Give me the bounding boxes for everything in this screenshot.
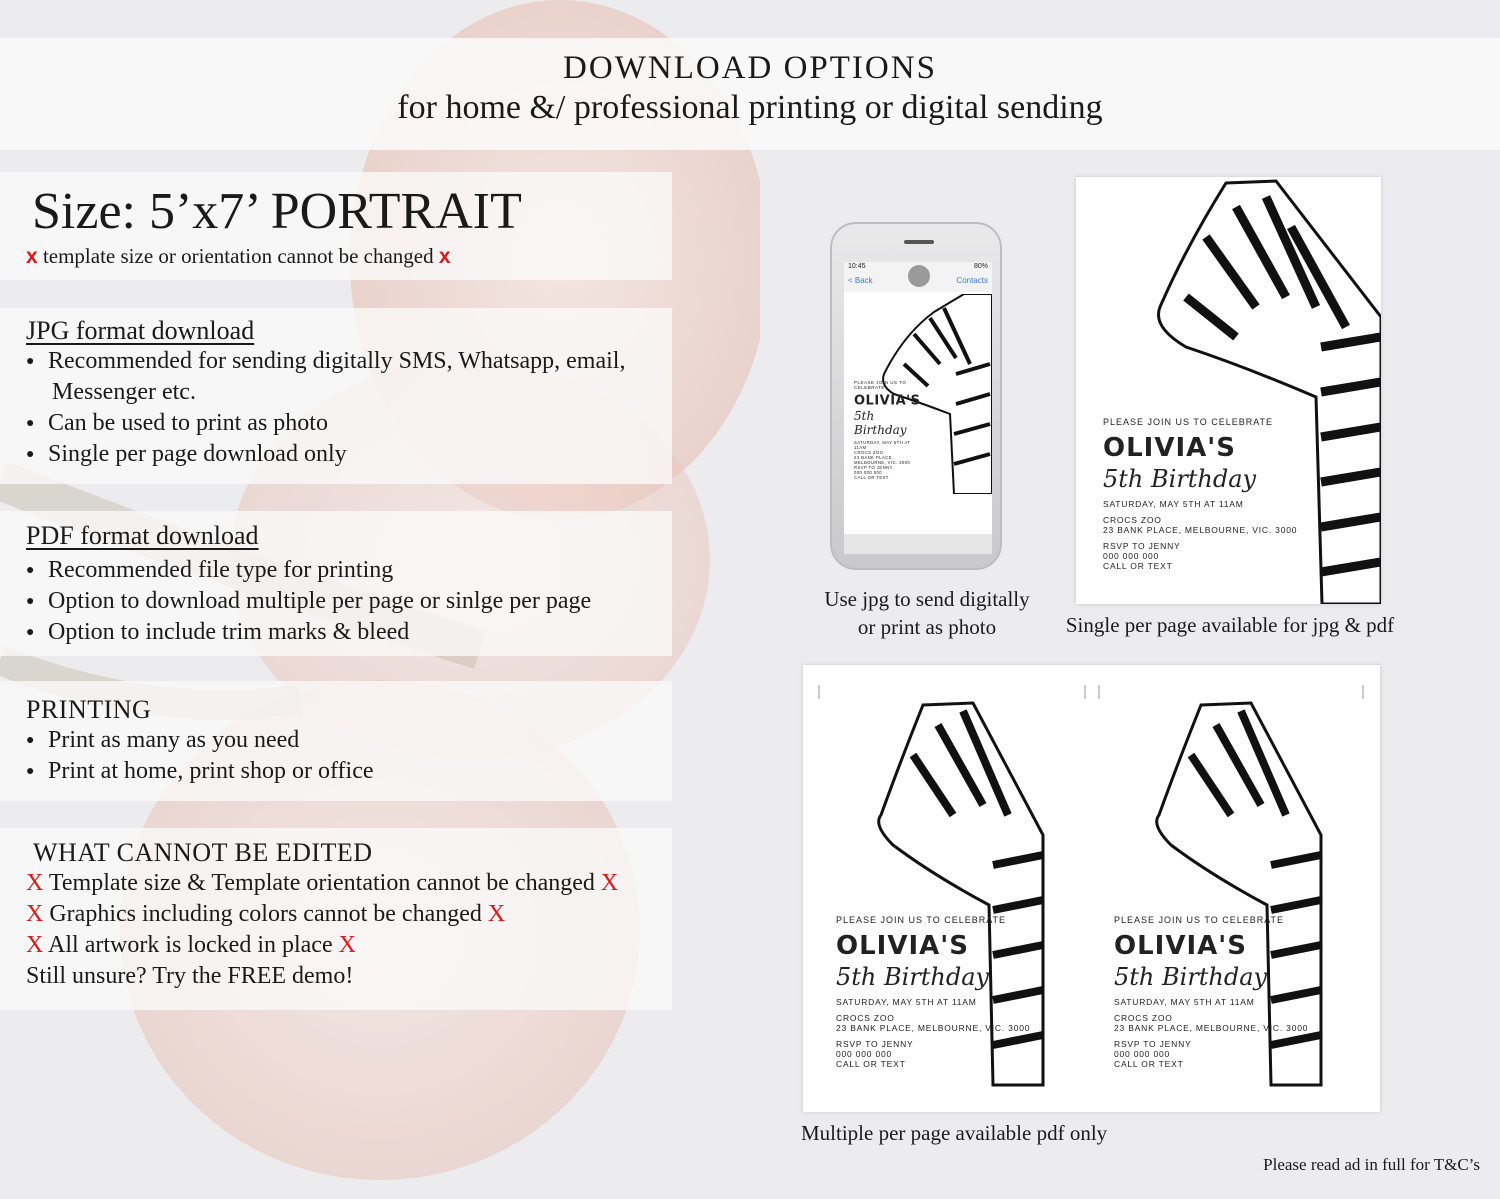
- printing-title: PRINTING: [26, 695, 152, 724]
- page-title: DOWNLOAD OPTIONS: [563, 50, 937, 86]
- red-x-icon: x: [26, 245, 38, 268]
- jpg-title: JPG format download: [26, 316, 255, 345]
- list-item: X Graphics including colors cannot be changed X: [26, 901, 506, 927]
- list-item: ● Recommended file type for printing: [26, 555, 672, 586]
- list-item: X All artwork is locked in place X: [26, 932, 356, 958]
- printing-panel: [0, 681, 672, 801]
- pdf-list: [26, 555, 672, 648]
- single-invitation: PLEASE JOIN US TO CELEBRATE OLIVIA'S 5th Birthday SATURDAY, MAY 5TH AT 11AM CROCS ZOO 23 BANK PLACE, MELBOURNE, VIC. 3000 RSVP TO JENNY 000 000 000 CALL OR TEXT: [1103, 417, 1298, 571]
- phone-toolbar: [844, 534, 992, 554]
- list-item: ● Print at home, print shop or office: [26, 756, 672, 787]
- red-x-icon: X: [26, 870, 44, 896]
- page-subtitle: for home &/ professional printing or digital sending: [397, 89, 1103, 126]
- contacts-link: Contacts: [956, 276, 988, 285]
- single-caption: Single per page available for jpg & pdf: [1065, 613, 1395, 637]
- terms-note: Please read ad in full for T&C’s: [1263, 1155, 1480, 1174]
- red-x-icon: X: [26, 901, 44, 927]
- pdf-panel: [0, 511, 672, 656]
- list-item: ● Option to include trim marks & bleed: [26, 617, 672, 648]
- pdf-title: PDF format download: [26, 521, 259, 550]
- red-x-icon: X: [26, 932, 44, 958]
- size-note: [26, 244, 451, 269]
- list-item: ● Can be used to print as photo: [26, 408, 672, 439]
- list-item: X Template size & Template orientation cannot be changed X: [26, 870, 619, 896]
- multi-caption: Multiple per page available pdf only: [801, 1121, 1108, 1145]
- red-x-icon: X: [487, 901, 506, 927]
- multi-invitation-right: PLEASE JOIN US TO CELEBRATE OLIVIA'S 5th Birthday SATURDAY, MAY 5TH AT 11AM CROCS ZOO 23 BANK PLACE, MELBOURNE, VIC. 3000 RSVP TO JENNY 000 000 000 CALL OR TEXT: [1114, 915, 1309, 1069]
- jpg-panel: [0, 308, 672, 484]
- size-title: Size: 5’x7’ PORTRAIT: [32, 183, 522, 240]
- phone-screen: [844, 262, 992, 534]
- phone-speaker: [904, 240, 934, 244]
- multi-invitation-left: PLEASE JOIN US TO CELEBRATE OLIVIA'S 5th Birthday SATURDAY, MAY 5TH AT 11AM CROCS ZOO 23 BANK PLACE, MELBOURNE, VIC. 3000 RSVP TO JENNY 000 000 000 CALL OR TEXT: [836, 915, 1031, 1069]
- single-page-preview: [1076, 177, 1381, 604]
- phone-invitation: PLEASE JOIN US TO CELEBRATE OLIVIA'S 5th Birthday SATURDAY, MAY 5TH AT 11AM CROCS ZOO 23 BANK PLACE, MELBOURNE, VIC. 3000 RSVP TO JENNY 000 000 000 CALL OR TEXT: [854, 380, 921, 480]
- phone-nav-bar: 10:45 80% < Back Contacts: [844, 262, 992, 292]
- list-item: ● Recommended for sending digitally SMS, Whatsapp, email, Messenger etc.: [26, 346, 672, 408]
- size-panel: [0, 172, 672, 280]
- multi-page-preview: [803, 665, 1380, 1112]
- header-banner: [0, 38, 1500, 150]
- phone-caption: Use jpg to send digitally or print as photo: [824, 587, 1030, 639]
- list-item: ● Print as many as you need: [26, 725, 672, 756]
- printing-list: [26, 725, 672, 787]
- demo-note: Still unsure? Try the FREE demo!: [26, 963, 354, 989]
- cannot-edit-title: WHAT CANNOT BE EDITED: [33, 838, 373, 867]
- cannot-edit-panel: [0, 828, 672, 1010]
- avatar-icon: [908, 265, 930, 287]
- red-x-icon: X: [600, 870, 619, 896]
- red-x-icon: x: [438, 245, 451, 268]
- phone-mockup: [830, 222, 1002, 570]
- red-x-icon: X: [338, 932, 356, 958]
- jpg-list: [26, 346, 672, 470]
- size-note-text: template size or orientation cannot be changed: [42, 244, 434, 268]
- list-item: ● Option to download multiple per page or sinlge per page: [26, 586, 672, 617]
- back-link: < Back: [848, 276, 873, 285]
- list-item: ● Single per page download only: [26, 439, 672, 470]
